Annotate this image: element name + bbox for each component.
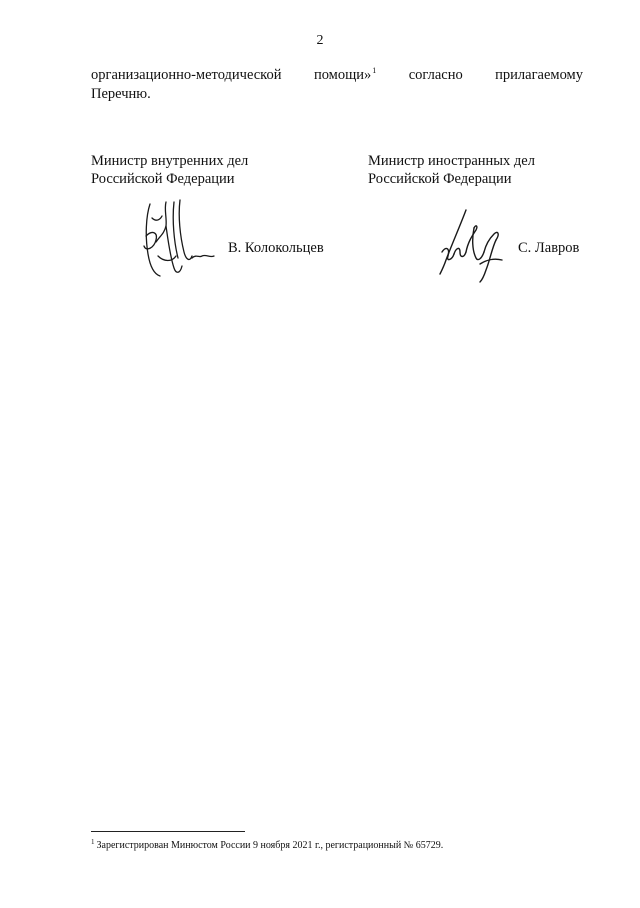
body-word-2-text: помощи»	[313, 67, 372, 83]
footnote-reference: 1	[372, 66, 377, 75]
footnote	[91, 840, 443, 851]
signatory-left-title-line1: Министр внутренних дел	[91, 153, 249, 169]
signatory-left-title-line2: Российской Федерации	[91, 171, 235, 187]
signatory-right-name: С. Лавров	[518, 240, 580, 256]
signatory-right-title-line1: Министр иностранных дел	[368, 153, 535, 169]
body-word-1: организационно-методической	[91, 67, 282, 83]
signature-right-image	[436, 208, 508, 284]
signature-left-image	[136, 196, 216, 280]
signatory-right-title-line2: Российской Федерации	[368, 171, 512, 187]
body-word-3: согласно	[408, 67, 463, 83]
body-word-2	[314, 66, 376, 85]
footnote-separator	[91, 831, 245, 832]
footnote-marker: 1	[91, 838, 95, 846]
signatory-right-title	[368, 152, 535, 188]
signatory-left-name: В. Колокольцев	[228, 240, 324, 256]
footnote-text: Зарегистрирован Минюстом России 9 ноября 2021 г., регистрационный № 65729.	[96, 840, 444, 851]
page-number: 2	[316, 33, 324, 48]
body-word-4: прилагаемому	[495, 67, 583, 83]
body-line-2: Перечню.	[91, 86, 151, 102]
signatory-left-title	[91, 152, 248, 188]
body-line-1	[91, 66, 583, 85]
body-paragraph	[91, 66, 583, 104]
